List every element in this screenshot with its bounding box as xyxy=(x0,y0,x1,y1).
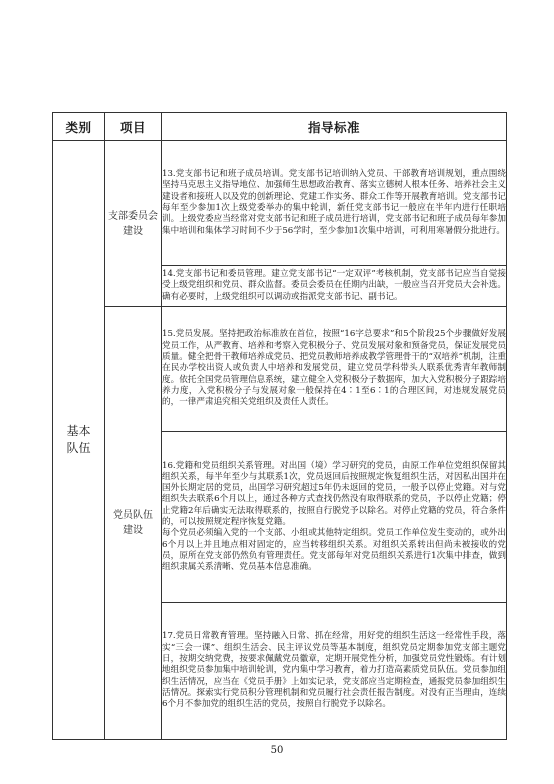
table-row xyxy=(53,307,507,432)
table-row xyxy=(53,141,507,266)
item-label: 党员队伍 建设 xyxy=(113,510,153,536)
standard-cell: 15.党员发展。坚持把政治标准放在首位，按照“16字总要求”和5个阶段25个步骤做好发展党员工作，从严教育、培养和考察入党积极分子、党员发展对象和预备党员，保证发展党员质量。健全把骨干教师培养成党员、把党员教师培养成教学管理骨干的“双培养”机制，注重在民办学校出资人或负责人中培养和发展党员，建立党员学科带头人联系优秀青年教师制度。依托全国党员管理信息系统，建立健全入党积极分子数据库，加大入党积极分子跟踪培养力度，入党积极分子与发展对象一般保持在4∶1至6∶1的合理区间，对违规发展党员的，一律严肃追究相关党组织及责任人责任。 xyxy=(162,307,507,432)
category-label: 基本 队伍 xyxy=(66,424,91,455)
standards-table xyxy=(52,112,507,740)
header-item: 项目 xyxy=(105,113,162,141)
table-header-row xyxy=(53,113,507,141)
category-cell xyxy=(53,141,105,740)
standard-cell: 16.党籍和党员组织关系管理。对出国（境）学习研究的党员，由原工作单位党组织保留其组织关系，每半年至少与其联系1次，党员返回后按照规定恢复组织生活，对因私出国并在国外长期定居的党员，出国学习研究超过5年仍未返回的党员，一般予以停止党籍。对与党组织失去联系6个月以上，通过各种方式查找仍然没有取得联系的党员，予以停止党籍；停止党籍2年后确实无法取得联系的，按照自行脱党予以除名。对停止党籍的党员，符合条件的，可以按照规定程序恢复党籍。 每个党员必须编入党的一个支部、小组或其他特定组织。党员工作单位发生变动的，或外出6个月以上并且地点相对固定的，应当转移组织关系。对组织关系转出但尚未被接收的党员，原所在党支部仍然负有管理责任。党支部每年对党员组织关系进行1次集中排查，做到组织隶属关系清晰、党员基本信息准确。 xyxy=(162,432,507,603)
standard-cell: 17.党员日常教育管理。坚持融入日常、抓在经常，用好党的组织生活这一经常性手段，落实“三会一课”、组织生活会、民主评议党员等基本制度，组织党员定期参加党支部主题党日，按期交纳党费，按要求佩戴党员徽章，定期开展党性分析，加强党员党性锻炼。有计划地组织党员参加集中培训轮训，党内集中学习教育，着力打造高素质党员队伍。党员参加组织生活情况，应当在《党员手册》上如实记录，党支部应当定期检查，通报党员参加组织生活情况。探索实行党员积分管理机制和党员履行社会责任报告制度。对没有正当理由，连续6个月不参加党的组织生活的党员，按照自行脱党予以除名。 xyxy=(162,603,507,740)
standard-cell: 13.党支部书记和班子成员培训。党支部书记培训纳入党员、干部教育培训规划，重点围绕坚持马克思主义指导地位、加强师生思想政治教育、落实立德树人根本任务、培养社会主义建设者和接班人以及党的创新理论、党建工作实务、群众工作等开展教育培训。党支部书记每年至少参加1次上级党委举办的集中轮训，新任党支部书记一般应在半年内进行任职培训。上级党委应当经常对党支部书记和班子成员进行培训，党支部书记和班子成员每年参加集中培训和集体学习时间不少于56学时，至少参加1次集中培训，可利用寒暑假分批进行。 xyxy=(162,141,507,266)
item-cell xyxy=(105,307,162,740)
page-number: 50 xyxy=(270,745,284,756)
header-category: 类别 xyxy=(53,113,105,141)
item-cell xyxy=(105,141,162,307)
item-label: 支部委员会 建设 xyxy=(108,210,158,237)
standard-cell: 14.党支部书记和委员管理。建立党支部书记“一定双评”考核机制，党支部书记应当自觉接受上级党组织和党员、群众监督。委员会委员在任期内出缺，一般应当召开党员大会补选。确有必要时，上级党组织可以调动或指派党支部书记、副书记。 xyxy=(162,266,507,307)
header-standard: 指导标准 xyxy=(162,113,507,141)
